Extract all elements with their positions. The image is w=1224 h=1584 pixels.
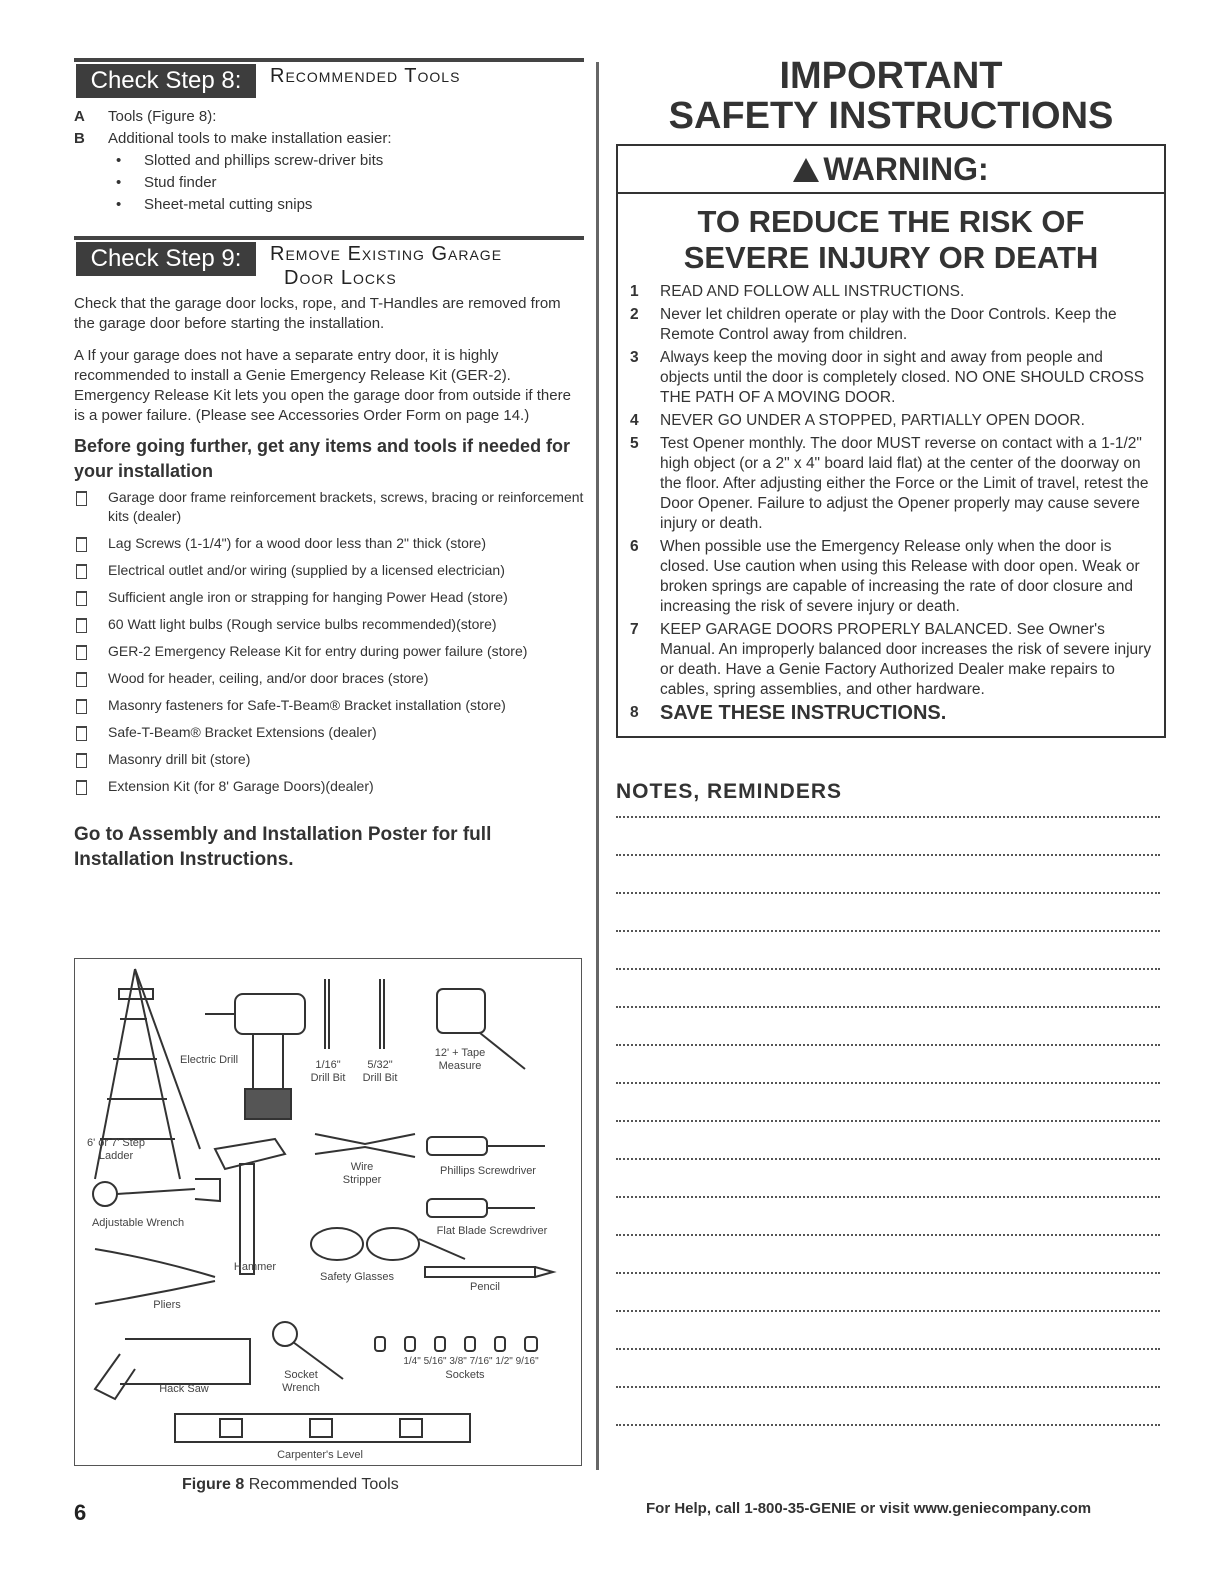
note-line <box>616 854 1160 857</box>
safety-item <box>618 348 1154 408</box>
item-letter: B <box>74 130 85 147</box>
label-sockets: Sockets <box>445 1369 485 1381</box>
reduce-risk-line1: TO REDUCE THE RISK OF <box>697 204 1085 239</box>
checklist-item <box>74 723 584 742</box>
label-wire-stripper: Wire Stripper <box>342 1161 382 1186</box>
safety-list <box>618 276 1164 736</box>
label-phillips: Phillips Screwdriver <box>440 1165 536 1177</box>
checklist-item <box>74 669 584 688</box>
label-hammer: Hammer <box>233 1261 277 1273</box>
label-tape-measure: 12' + Tape Measure <box>434 1047 486 1072</box>
flat-screwdriver-icon <box>427 1199 535 1217</box>
safety-item-text: SAVE THESE INSTRUCTIONS. <box>660 702 947 724</box>
checklist-item <box>74 561 584 580</box>
step9-header <box>74 234 584 294</box>
note-line <box>616 1386 1160 1389</box>
checklist-text: Lag Screws (1-1/4") for a wood door less than 2" thick (store) <box>108 535 486 551</box>
checklist-text: Masonry fasteners for Safe-T-Beam® Bracket installation (store) <box>108 697 506 713</box>
goto-poster-text: Go to Assembly and Installation Poster for full Installation Instructions. <box>74 824 492 870</box>
checkbox-icon <box>76 726 87 741</box>
step8-title: Recommended Tools <box>270 65 461 87</box>
label-safety-glasses: Safety Glasses <box>320 1271 394 1283</box>
notes-lines <box>616 816 1166 1427</box>
wire-stripper-icon <box>315 1134 415 1157</box>
checklist-item <box>74 588 584 607</box>
safety-item-number: 2 <box>630 306 639 323</box>
label-level: Carpenter's Level <box>277 1449 363 1461</box>
list-item <box>74 128 584 150</box>
checklist-item <box>74 777 584 796</box>
left-column <box>74 56 584 872</box>
label-pliers: Pliers <box>153 1299 181 1311</box>
checklist-text: 60 Watt light bulbs (Rough service bulbs recommended)(store) <box>108 616 497 632</box>
safety-item <box>618 282 1154 302</box>
checklist-text: Masonry drill bit (store) <box>108 751 251 767</box>
figure-8 <box>74 958 582 1466</box>
checklist-text: Safe-T-Beam® Bracket Extensions (dealer) <box>108 724 377 740</box>
checkbox-icon <box>76 537 87 552</box>
label-pencil: Pencil <box>470 1281 500 1293</box>
safety-item-text: Always keep the moving door in sight and away from people and objects until the door is completely closed. NO ONE SHOULD CROSS THE PATH OF A MOVING DOOR. <box>660 349 1145 406</box>
hammer-icon <box>215 1139 285 1274</box>
drill-bit-icon <box>325 979 384 1049</box>
step8-list <box>74 106 584 150</box>
safety-item <box>618 537 1154 617</box>
step9-badge: Check Step 9: <box>76 242 256 276</box>
checkbox-icon <box>76 618 87 633</box>
figure-caption-number: Figure 8 <box>182 1476 245 1493</box>
safety-item-number: 3 <box>630 349 639 366</box>
note-line <box>616 1348 1160 1351</box>
checklist-text: Garage door frame reinforcement brackets, screws, bracing or reinforcement kits (dealer) <box>108 489 584 524</box>
checklist-item <box>74 534 584 553</box>
checkbox-icon <box>76 645 87 660</box>
notes-title: NOTES, REMINDERS <box>616 780 843 803</box>
label-wrench: Adjustable Wrench <box>91 1217 185 1229</box>
note-line <box>616 1044 1160 1047</box>
label-bit-1: 1/16" Drill Bit <box>310 1059 346 1084</box>
checklist <box>74 488 584 796</box>
step9-intro: Check that the garage door locks, rope, and T-Handles are removed from the garage door before starting the installation. <box>74 295 561 332</box>
safety-item-number: 1 <box>630 283 639 300</box>
checklist-text: Electrical outlet and/or wiring (supplied by a licensed electrician) <box>108 562 505 578</box>
checklist-text: GER-2 Emergency Release Kit for entry during power failure (store) <box>108 643 528 659</box>
bullet-item: • Sheet-metal cutting snips <box>74 194 584 216</box>
label-hacksaw: Hack Saw <box>159 1383 209 1395</box>
phillips-screwdriver-icon <box>427 1137 545 1155</box>
column-divider <box>596 62 599 1470</box>
checkbox-icon <box>76 491 87 506</box>
label-drill: Electric Drill <box>180 1054 239 1066</box>
warning-header <box>618 146 1164 194</box>
label-socket-sizes: 1/4" 5/16" 3/8" 7/16" 1/2" 9/16" <box>403 1356 539 1367</box>
figure-caption <box>182 1476 399 1494</box>
bullet-item: • Stud finder <box>74 172 584 194</box>
note-line <box>616 1234 1160 1237</box>
safety-item-number: 8 <box>630 704 639 721</box>
step8-header <box>74 56 584 102</box>
warning-box <box>616 144 1166 738</box>
safety-item <box>618 703 1154 725</box>
note-line <box>616 1120 1160 1123</box>
checklist-item <box>74 696 584 715</box>
safety-item-number: 5 <box>630 435 639 452</box>
checklist-item <box>74 488 584 526</box>
item-text: Additional tools to make installation easier: <box>108 130 392 147</box>
note-line <box>616 1424 1160 1427</box>
step9-title-line2: Door Locks <box>284 267 397 289</box>
warning-label: WARNING: <box>823 151 989 187</box>
level-icon <box>175 1414 470 1442</box>
checkbox-icon <box>76 591 87 606</box>
note-line <box>616 1196 1160 1199</box>
checkbox-icon <box>76 699 87 714</box>
label-bit-2: 5/32" Drill Bit <box>362 1059 398 1084</box>
safety-item-text: READ AND FOLLOW ALL INSTRUCTIONS. <box>660 283 965 300</box>
note-line <box>616 968 1160 971</box>
safety-item-number: 7 <box>630 621 639 638</box>
checkbox-icon <box>76 672 87 687</box>
note-line <box>616 892 1160 895</box>
step8-rule <box>74 58 584 62</box>
safety-item-text: Test Opener monthly. The door MUST reverse on contact with a 1-1/2" high object (or a 2" x 4" board laid flat) at the center of the doorway on the floor. After adjusting either the Force or the Limit of travel, retest the Door Opener. Failure to adjust the Opener properly may cause severe injury or death. <box>660 435 1149 532</box>
item-text: Tools (Figure 8): <box>108 108 217 125</box>
safety-item <box>618 434 1154 534</box>
checkbox-icon <box>76 780 87 795</box>
list-item <box>74 106 584 128</box>
label-ladder: 6' or 7' Step Ladder <box>86 1137 145 1162</box>
checkbox-icon <box>76 753 87 768</box>
page-number: 6 <box>74 1500 87 1525</box>
checklist-text: Wood for header, ceiling, and/or door braces (store) <box>108 670 429 686</box>
label-flat-blade: Flat Blade Screwdriver <box>436 1225 548 1237</box>
safety-item <box>618 305 1154 345</box>
label-socket-wrench: Socket Wrench <box>282 1369 320 1394</box>
figure-caption-text: Recommended Tools <box>248 1476 399 1493</box>
sockets-icon <box>375 1337 537 1351</box>
safety-item-number: 4 <box>630 412 639 429</box>
step9-para-a: A If your garage does not have a separate entry door, it is highly recommended to install a Genie Emergency Release Kit (GER-2). Emergency Release Kit lets you open the garage door from outside if there is a power failure. (Please see Accessories Order Form on page 14.) <box>74 347 571 424</box>
checklist-text: Extension Kit (for 8' Garage Doors)(dealer) <box>108 778 374 794</box>
note-line <box>616 1006 1160 1009</box>
checklist-text: Sufficient angle iron or strapping for hanging Power Head (store) <box>108 589 508 605</box>
note-line <box>616 930 1160 933</box>
note-line <box>616 1082 1160 1085</box>
safety-item-text: NEVER GO UNDER A STOPPED, PARTIALLY OPEN DOOR. <box>660 412 1085 429</box>
safety-item-text: KEEP GARAGE DOORS PROPERLY BALANCED. See Owner's Manual. An improperly balanced door increases the risk of severe injury or death. Have a Genie Factory Authorized Dealer make repairs to cables, spring assemblies, and other hardware. <box>660 621 1152 698</box>
reduce-risk-line2: SEVERE INJURY OR DEATH <box>683 240 1099 275</box>
item-letter: A <box>74 108 85 125</box>
note-line <box>616 1272 1160 1275</box>
step9-rule <box>74 236 584 240</box>
warning-triangle-icon <box>793 158 819 182</box>
step9-title <box>270 242 502 290</box>
checklist-item <box>74 750 584 769</box>
safety-item-number: 6 <box>630 538 639 555</box>
safety-item <box>618 620 1154 700</box>
pencil-icon <box>425 1267 553 1277</box>
bullet-item: • Slotted and phillips screw-driver bits <box>74 150 584 172</box>
safety-instructions-title: SAFETY INSTRUCTIONS <box>668 95 1114 137</box>
wrench-icon <box>93 1179 220 1206</box>
safety-item-text: When possible use the Emergency Release only when the door is closed. Use caution when using this Release with door open. Weak or broken springs are capable of increasing the rate of door closure and increasing the risk of severe injury or death. <box>660 538 1140 615</box>
checkbox-icon <box>76 564 87 579</box>
safety-item <box>618 411 1154 431</box>
help-footer: For Help, call 1-800-35-GENIE or visit www.geniecompany.com <box>646 1500 1092 1517</box>
step8-badge: Check Step 8: <box>76 64 256 98</box>
important-title: IMPORTANT <box>779 55 1003 97</box>
before-heading: Before going further, get any items and tools if needed for your installation <box>74 436 571 481</box>
pliers-icon <box>95 1249 215 1304</box>
note-line <box>616 1310 1160 1313</box>
right-column <box>616 56 1166 1427</box>
safety-item-text: Never let children operate or play with the Door Controls. Keep the Remote Control away from children. <box>660 306 1117 343</box>
note-line <box>616 816 1160 819</box>
step9-title-line1: Remove Existing Garage <box>270 243 503 265</box>
checklist-item <box>74 615 584 634</box>
checklist-item <box>74 642 584 661</box>
note-line <box>616 1158 1160 1161</box>
